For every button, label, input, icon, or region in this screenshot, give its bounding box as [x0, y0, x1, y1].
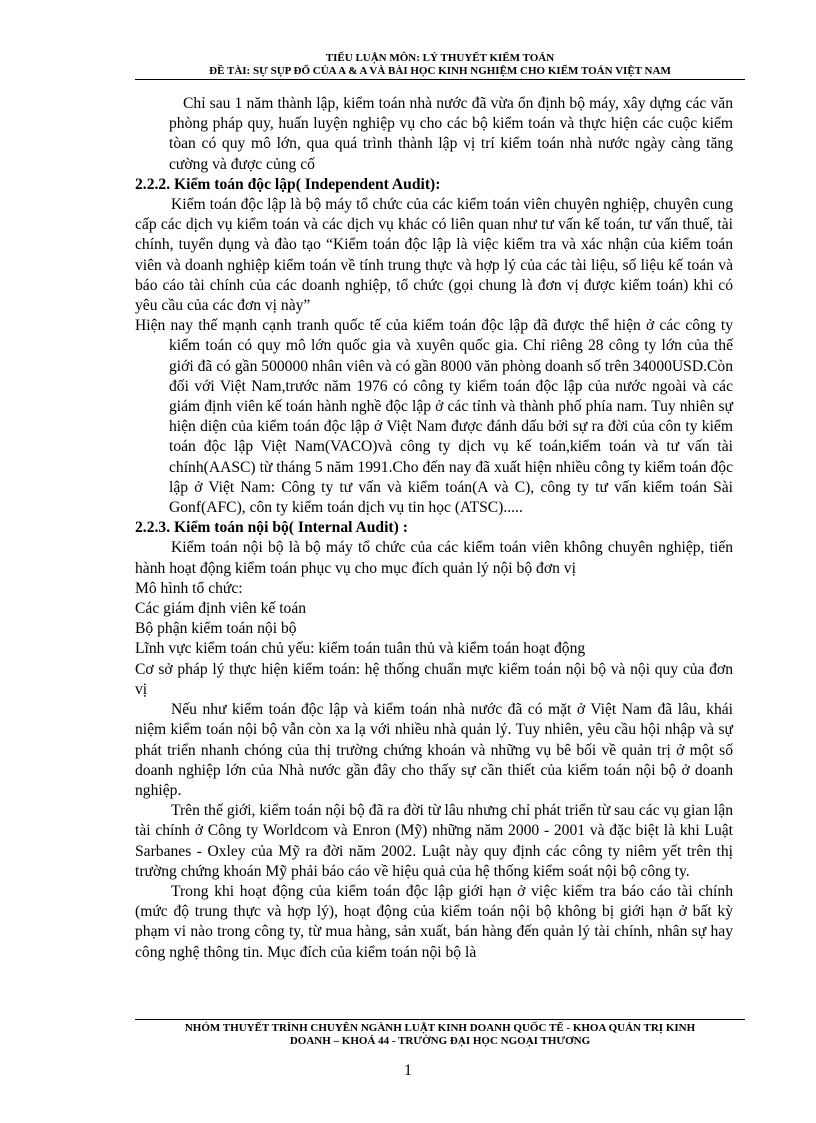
- paragraph-internal-audit-scope: Trong khi hoạt động của kiểm toán độc lập giới hạn ở việc kiểm tra báo cáo tài chính (mức độ trung thực và hợp lý), hoạt động của kiểm toán nội bộ không bị giới hạn ở bất kỳ phạm vi nào trong công ty, từ mua hàng, sản xuất, bán hàng đến quản lý tài chính, nhân sự hay công nghệ thông tin. Mục đích của kiểm toán nội bộ là: [135, 882, 733, 961]
- footer-line-2: DOANH – KHOÁ 44 - TRƯỜNG ĐẠI HỌC NGOẠI THƯƠNG: [289, 1035, 591, 1047]
- paragraph-state-audit: Chỉ sau 1 năm thành lập, kiểm toán nhà nước đã vừa ổn định bộ máy, xây dựng các văn phòng pháp quy, huấn luyện nghiệp vụ cho các bộ kiểm toán và thực hiện các cuộc kiểm tòan có quy mô lớn, qua quá trình thành lập vị trí kiểm toán nhà nước ngày càng tăng cường và được củng cố: [169, 95, 733, 173]
- heading-independent-audit: 2.2.2. Kiểm toán độc lập( Independent Audit):: [135, 175, 441, 193]
- page-header: [135, 52, 745, 78]
- list-item: Các giám định viên kế toán: [135, 600, 307, 618]
- heading-internal-audit: 2.2.3. Kiểm toán nội bộ( Internal Audit) :: [135, 519, 408, 537]
- header-rule: [135, 79, 745, 80]
- paragraph-internal-audit-vietnam: Nếu như kiểm toán độc lập và kiểm toán nhà nước đã có mặt ở Việt Nam đã lâu, khái niệm kiểm toán nội bộ vẫn còn xa lạ với nhiều nhà quản lý. Tuy nhiên, yêu cầu hội nhập và sự phát triển nhanh chóng của thị trường chứng khoán và những vụ bê bối về quản trị ở một số doanh nghiệp lớn của Nhà nước gần đây cho thấy sự cần thiết của kiểm toán nội bộ ở doanh nghiệp.: [135, 701, 733, 799]
- list-item: Bộ phận kiểm toán nội bộ: [135, 620, 297, 638]
- paragraph-internal-audit-definition: Kiểm toán nội bộ là bộ máy tổ chức của các kiểm toán viên không chuyên nghiệp, tiến hành hoạt động kiểm toán phục vụ cho mục đích quản lý nội bộ đơn vị: [135, 539, 733, 577]
- page-number: 1: [404, 1062, 412, 1079]
- header-topic-title: ĐỀ TÀI: SỰ SỤP ĐỔ CỦA A & A VÀ BÀI HỌC KINH NGHIỆM CHO KIỂM TOÁN VIỆT NAM: [209, 65, 671, 77]
- paragraph-internal-audit-world: Trên thế giới, kiểm toán nội bộ đã ra đời từ lâu nhưng chỉ phát triển từ sau các vụ gian lận tài chính ở Công ty Worldcom và Enron (Mỹ) những năm 2000 - 2001 và đặc biệt là khi Luật Sarbanes - Oxley của Mỹ ra đời năm 2002. Luật này quy định các công ty niêm yết trên thị trường chứng khoán Mỹ phải báo cáo về hiệu quả của hệ thống kiểm soát nội bộ công ty.: [135, 802, 733, 880]
- paragraph-independent-audit-status: Hiện nay thế mạnh cạnh tranh quốc tế của kiểm toán độc lập đã được thể hiện ở các công ty kiểm toán có quy mô lớn quốc gia và xuyên quốc gia. Chỉ riêng 28 công ty lớn của thế giới đã có gần 500000 nhân viên và có gần 8000 văn phòng doanh số trên 34000USD.Còn đối với Việt Nam,trước năm 1976 có công ty kiểm toán độc lập của nước ngoài và các giám định viên kế toán hành nghề độc lập ở các tỉnh và thành phố phía nam. Tuy nhiên sự hiện diện của kiểm toán độc lập ở Việt Nam được đánh dấu bởi sự ra đời của côn ty kiểm toán độc lập Việt Nam(VACO)và công ty dịch vụ kế toán,kiểm toán và tư vấn tài chính(AASC) từ tháng 5 năm 1991.Cho đến nay đã xuất hiện nhiều công ty kiểm toán độc lập ở Việt Nam: Công ty tư vấn và kiểm toán(A và C), công ty tư vấn kiểm toán Sài Gonf(AFC), côn ty kiểm toán dịch vụ tin học (ATSC).....: [135, 317, 733, 517]
- header-course-title: TIỂU LUẬN MÔN: LÝ THUYẾT KIỂM TOÁN: [325, 52, 555, 64]
- paragraph-independent-audit-definition: Kiểm toán độc lập là bộ máy tổ chức của các kiểm toán viên chuyên nghiệp, chuyên cung cấp các dịch vụ kiểm toán và các dịch vụ khác có liên quan như tư vấn kế toán, tư vấn thuế, tài chính, tuyển dụng và đào tạo “Kiểm toán độc lập là việc kiểm tra và xác nhận của kiểm toán viên và doanh nghiệp kiểm toán về tính trung thực và hợp lý của các tài liệu, số liệu kế toán và báo cáo tài chính của các doanh nghiệp, tổ chức (gọi chung là đơn vị được kiểm toán) khi có yêu cầu của các đơn vị này”: [135, 196, 733, 315]
- list-item: Lĩnh vực kiểm toán chủ yếu: kiểm toán tuân thủ và kiểm toán hoạt động: [135, 640, 586, 658]
- list-item: Mô hình tổ chức:: [135, 579, 243, 597]
- document-body: [135, 94, 733, 963]
- footer-line-1: NHÓM THUYẾT TRÌNH CHUYÊN NGÀNH LUẬT KINH DOANH QUỐC TẾ - KHOA QUẢN TRỊ KINH: [184, 1022, 696, 1034]
- page-footer: [135, 1022, 745, 1048]
- footer-rule: [135, 1019, 745, 1020]
- list-item: Cơ sở pháp lý thực hiện kiểm toán: hệ thống chuẩn mực kiểm toán nội bộ và nội quy của đơn vị: [135, 660, 733, 698]
